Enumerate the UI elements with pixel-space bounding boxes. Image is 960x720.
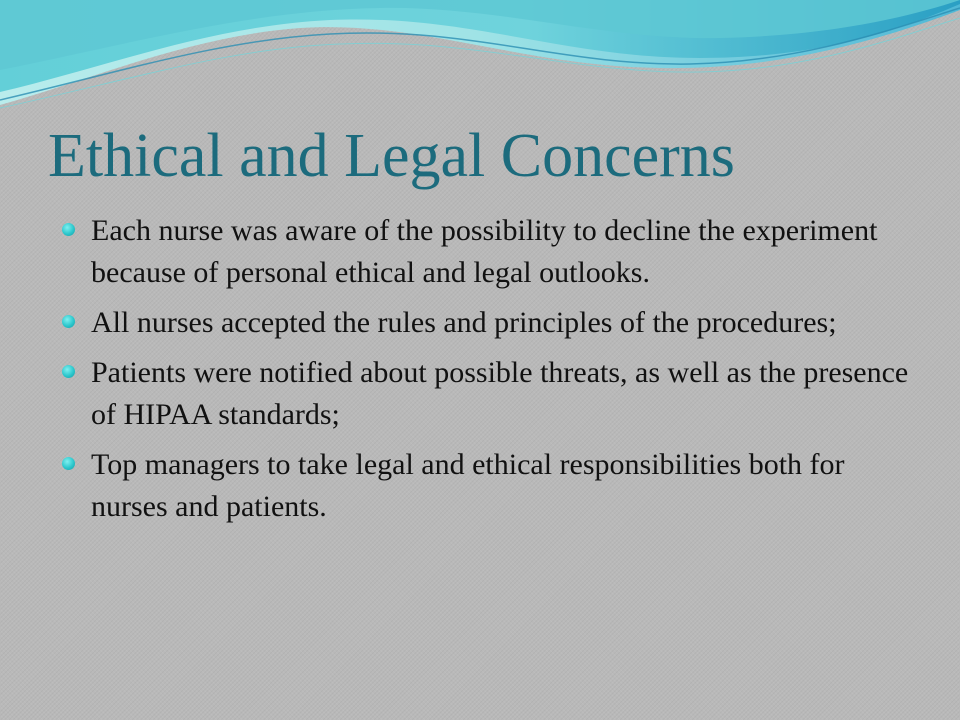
bullet-dot-icon <box>62 223 75 236</box>
bullet-list <box>62 210 922 536</box>
bullet-dot-icon <box>62 315 75 328</box>
bullet-text: All nurses accepted the rules and principles of the procedures; <box>91 306 837 339</box>
slide-title: Ethical and Legal Concerns <box>48 122 735 190</box>
bullet-dot-icon <box>62 365 75 378</box>
bullet-item <box>62 302 922 344</box>
decorative-wave-header <box>0 0 960 120</box>
bullet-text: Patients were notified about possible threats, as well as the presence of HIPAA standards; <box>91 356 909 431</box>
bullet-text: Each nurse was aware of the possibility to decline the experiment because of personal ethical and legal outlooks. <box>91 214 878 289</box>
bullet-text: Top managers to take legal and ethical responsibilities both for nurses and patients. <box>91 448 845 523</box>
bullet-item <box>62 352 922 436</box>
bullet-item <box>62 210 922 294</box>
bullet-item <box>62 444 922 528</box>
bullet-dot-icon <box>62 457 75 470</box>
